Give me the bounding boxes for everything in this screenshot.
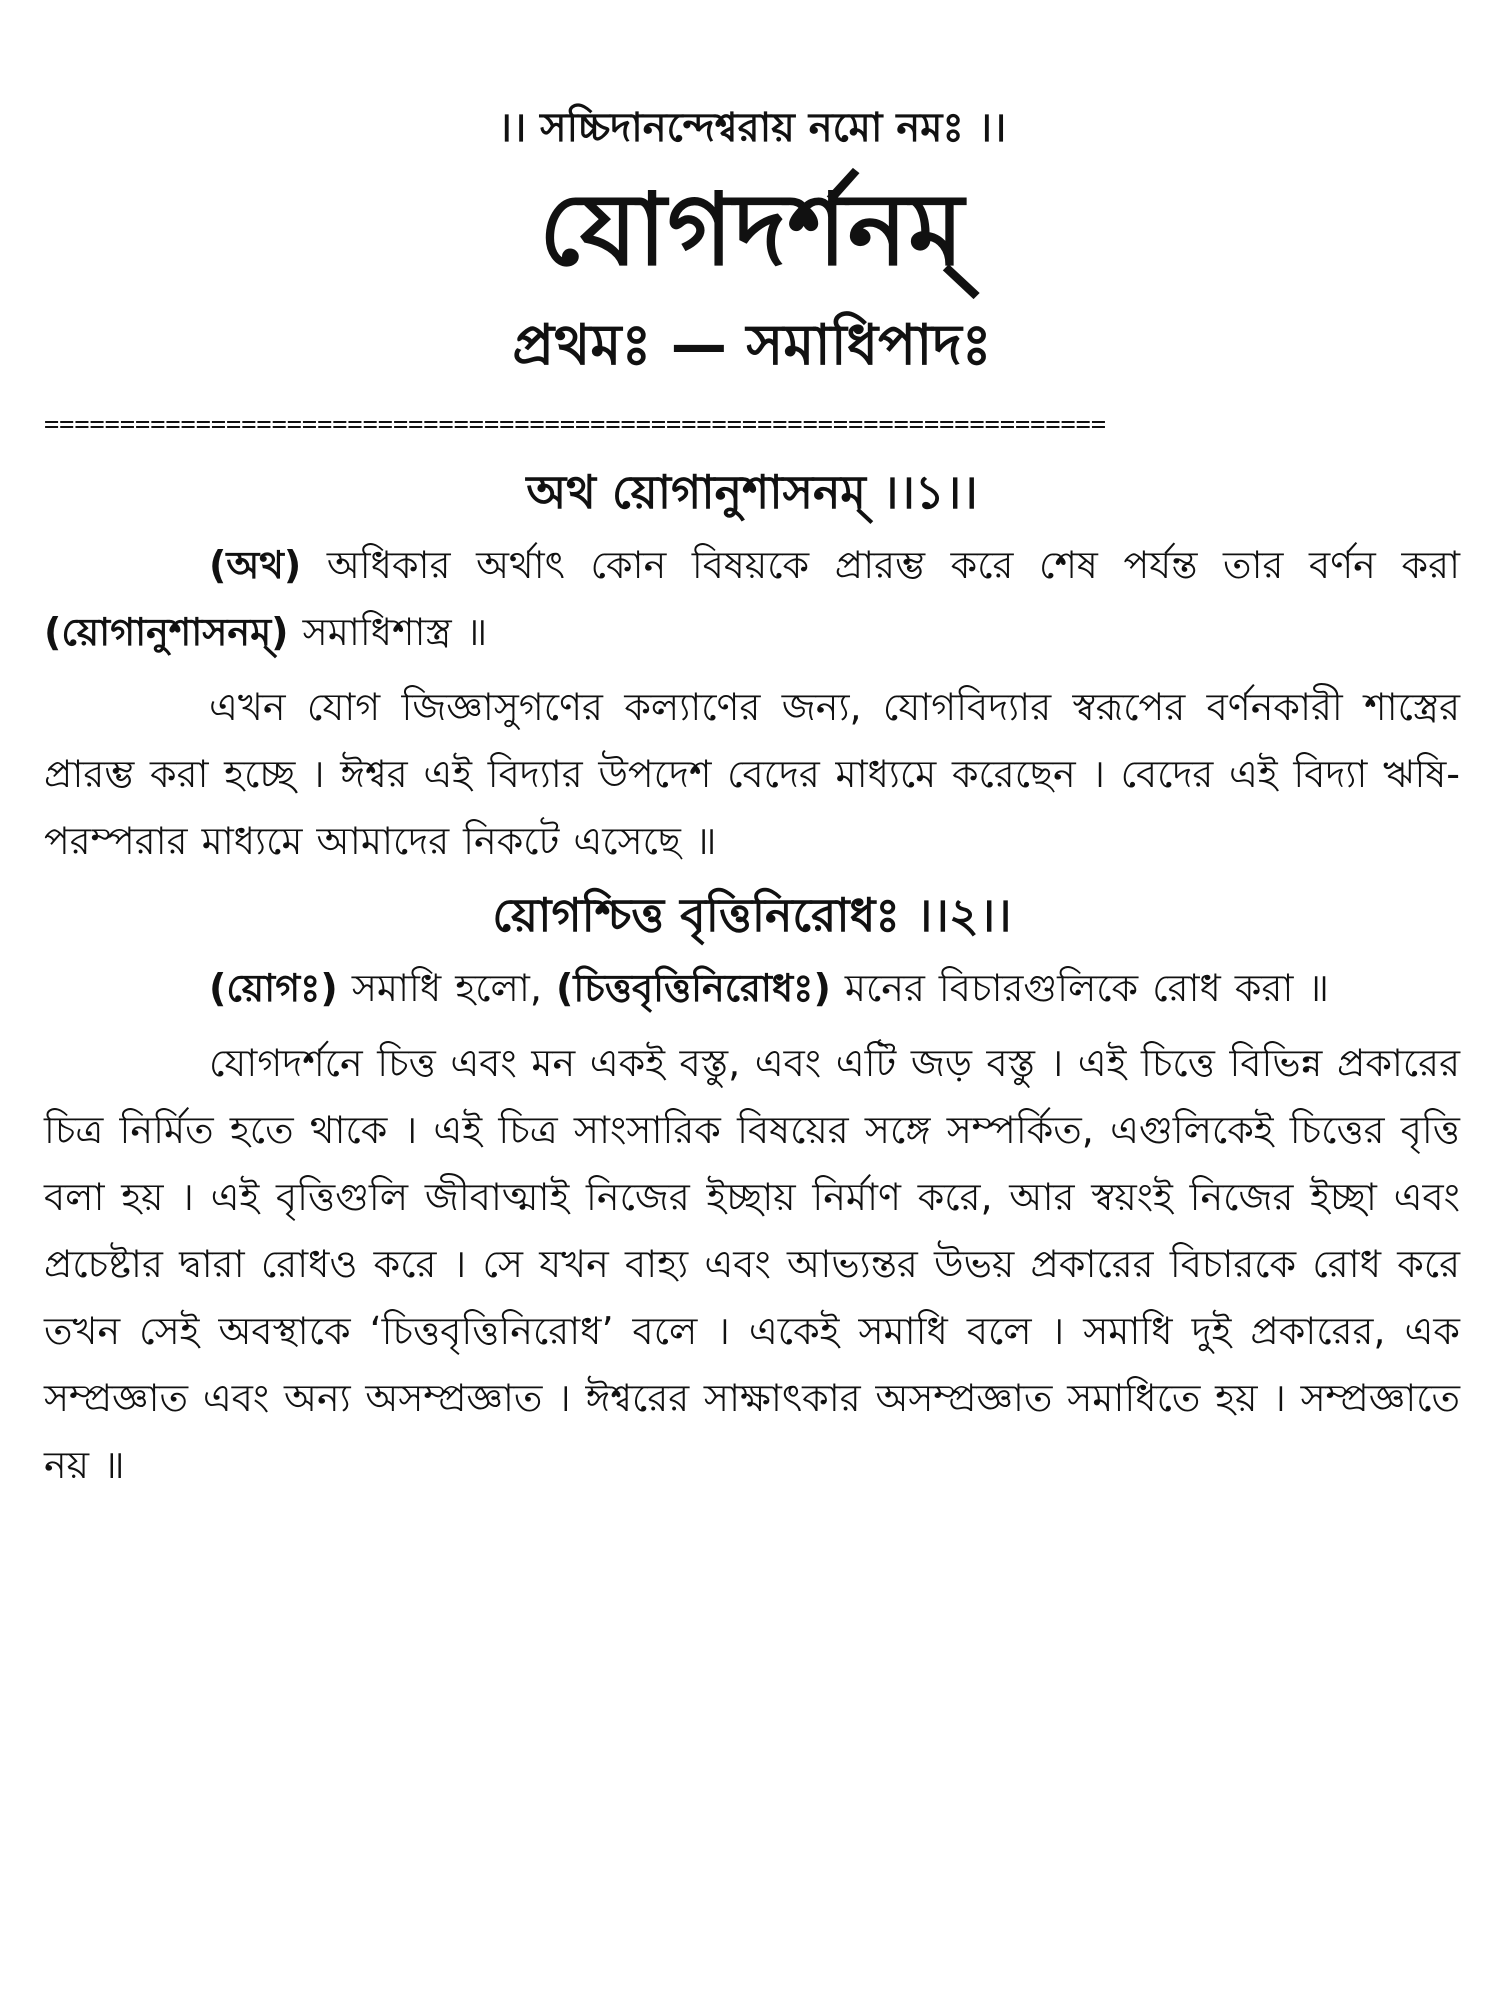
sutra-commentary-1: এখন যোগ জিজ্ঞাসুগণের কল্যাণের জন্য, যোগবিদ্যার স্বরূপের বর্ণনকারী শাস্ত্রের প্রারম্ভ করা হচ্ছে । ঈশ্বর এই বিদ্যার উপদেশ বেদের মাধ্যমে করেছেন । বেদের এই বিদ্যা ঋষি-পরম্পরার মাধ্যমে আমাদের নিকটে এসেছে ॥: [44, 685, 1460, 863]
sutra-meaning-2: [44, 955, 1460, 1022]
sutra-heading-1: অথ য়োগানুশাসনম্ ।।১।।: [526, 465, 978, 519]
divider-line: ======================================================================: [44, 412, 1107, 436]
term-word: (য়োগঃ): [209, 966, 338, 1010]
page-title: যোগদর্শনম্: [539, 171, 965, 288]
chapter-title: প্রথমঃ — সমাধিপাদঃ: [512, 313, 992, 378]
meaning-text: অধিকার অর্থাৎ কোন বিষয়কে প্রারম্ভ করে শেষ পর্যন্ত তার বর্ণন করা: [301, 543, 1460, 587]
meaning-text: সমাধিশাস্ত্র ॥: [288, 610, 488, 654]
sutra-heading-2: য়োগশ্চিত্ত বৃত্তিনিরোধঃ ।।২।।: [492, 888, 1012, 942]
meaning-text: মনের বিচারগুলিকে রোধ করা ॥: [830, 966, 1329, 1010]
term-word: (য়োগানুশাসনম্): [44, 610, 289, 654]
term-word: (অথ): [209, 543, 302, 587]
sutra-commentary-2: যোগদর্শনে চিত্ত এবং মন একই বস্তু, এবং এটি জড় বস্তু । এই চিত্তে বিভিন্ন প্রকারের চিত্র নির্মিত হতে থাকে । এই চিত্র সাংসারিক বিষয়ের সঙ্গে সম্পর্কিত, এগুলিকেই চিত্তের বৃত্তি বলা হয় । এই বৃত্তিগুলি জীবাত্মাই নিজের ইচ্ছায় নির্মাণ করে, আর স্বয়ংই নিজের ইচ্ছা এবং প্রচেষ্টার দ্বারা রোধও করে । সে যখন বাহ্য এবং আভ্যন্তর উভয় প্রকারের বিচারকে রোধ করে তখন সেই অবস্থাকে ‘চিত্তবৃত্তিনিরোধ’ বলে । একেই সমাধি বলে । সমাধি দুই প্রকারের, এক সম্প্রজ্ঞাত এবং অন্য অসম্প্রজ্ঞাত । ঈশ্বরের সাক্ষাৎকার অসম্প্রজ্ঞাত সমাধিতে হয় । সম্প্রজ্ঞাতে নয় ॥: [44, 1041, 1460, 1487]
term-word: (চিত্তবৃত্তিনিরোধঃ): [556, 966, 831, 1010]
meaning-text: সমাধি হলো,: [337, 966, 557, 1010]
invocation-line: ।। সচ্চিদানন্দেশ্বরায় নমো নমঃ ।।: [497, 105, 1007, 151]
sutra-meaning-1: [44, 532, 1460, 666]
